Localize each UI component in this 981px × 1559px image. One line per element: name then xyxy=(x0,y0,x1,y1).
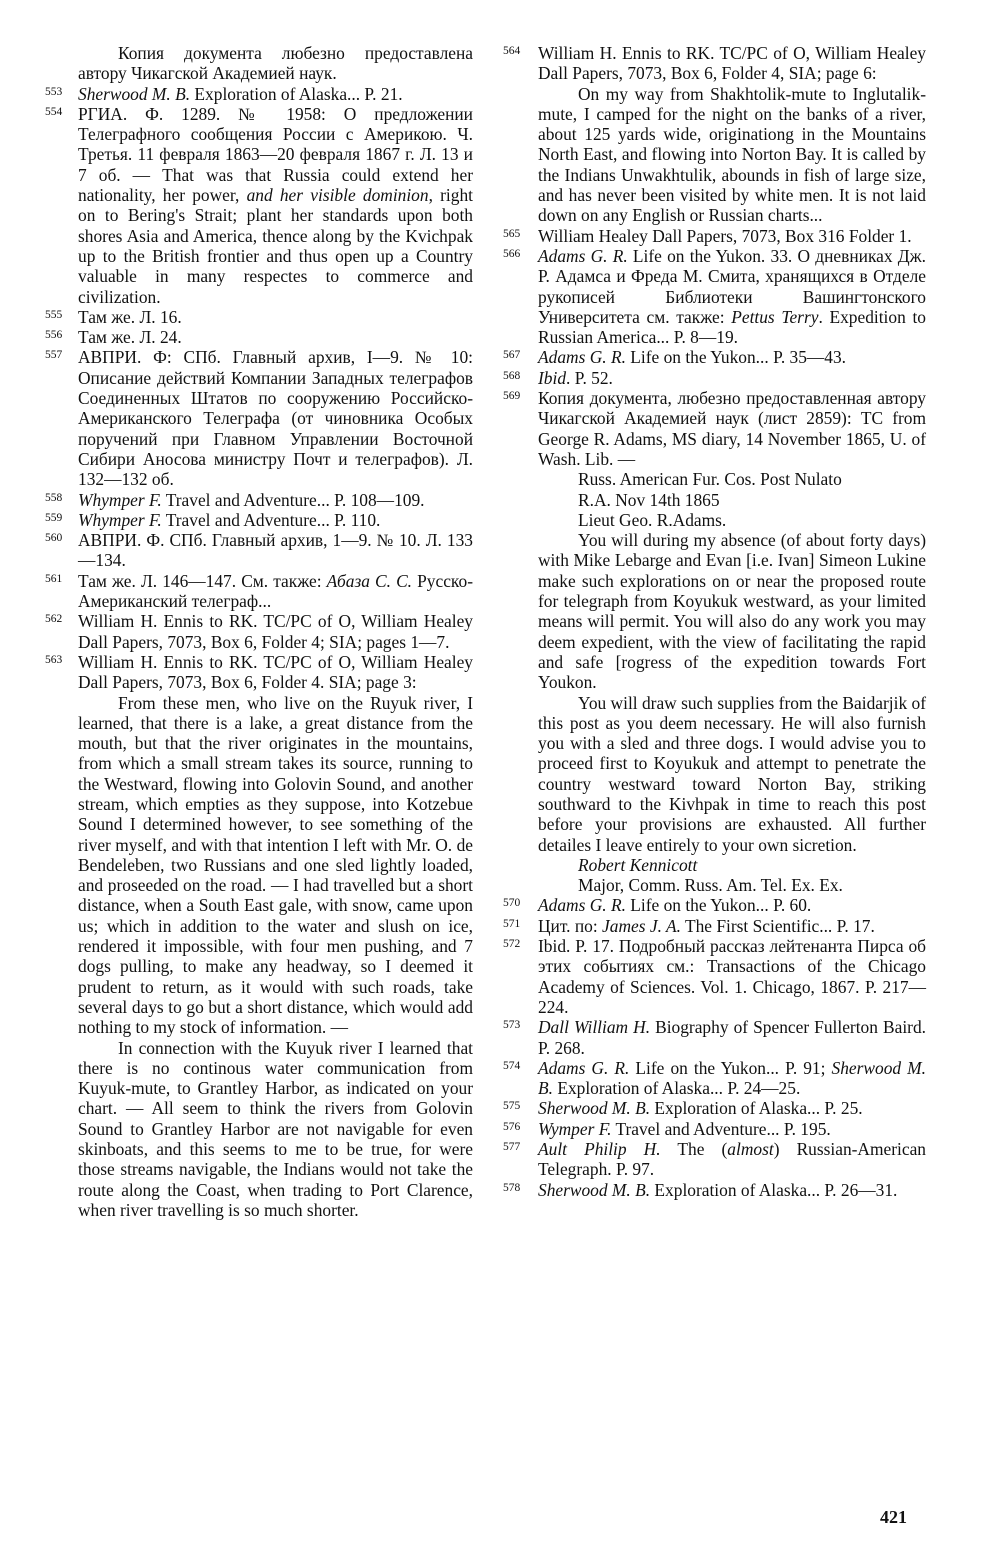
footnote-576: 576 Wymper F. Travel and Adventure... P. 195. xyxy=(503,1118,831,1139)
footnote-562: 562 William H. Ennis to RK. TC/PC of O, William Healey Dall Papers, 7073, Box 6, Folder 4; SIA; pages 1—7. xyxy=(45,611,473,652)
footnote-571: 571 Цит. по: James J. A. The First Scientific... P. 17. xyxy=(503,915,875,936)
footnote-number: 566 xyxy=(503,247,521,260)
footnote-553: 553 Sherwood M. B. Exploration of Alaska... P. 21. xyxy=(45,83,403,104)
footnote-number: 558 xyxy=(45,491,63,504)
letter-signature: Robert Kennicott xyxy=(578,854,698,875)
footnote-566: 566 Adams G. R. Life on the Yukon. 33. О дневниках Дж. Р. Адамса и Фреда М. Смита, хранящихся в Отделе рукописей Библиотеки Вашингтонского Университета см. также: Pettus Terry. Expedition to Russian America... P. 8—19. xyxy=(503,245,926,348)
footnote-558: 558 Whymper F. Travel and Adventure... P. 108—109. xyxy=(45,489,425,510)
footnote-author: Ibid xyxy=(538,367,567,388)
footnote-number: 564 xyxy=(503,45,521,57)
footnote-number: 568 xyxy=(503,369,521,382)
footnote-author: Whymper F. xyxy=(78,489,162,510)
footnote-570: 570 Adams G. R. Life on the Yukon... P. 60. xyxy=(503,895,812,916)
footnote-number: 576 xyxy=(503,1120,521,1133)
footnote-number: 577 xyxy=(503,1141,521,1154)
letter-signer-rank: Major, Comm. Russ. Am. Tel. Ex. Ex. xyxy=(578,875,843,896)
footnote-author: Sherwood M. B. xyxy=(538,1098,651,1119)
footnote-567: 567 Adams G. R. Life on the Yukon... P. 35—43. xyxy=(503,347,847,368)
footnote-author: Adams G. R. xyxy=(538,895,626,916)
footnote-557: 557 АВПРИ. Ф: СПб. Главный архив, I—9. № 10: Описание действий Компании Западных телеграфов Соединенных Штатов по сооружению Российско-Американского Телеграфа (от чиновника Особых поручений при Главном Управлении Восточной Сибири Аносова министру Почт и телеграфов). Л. 132—132 об. xyxy=(45,347,473,490)
footnote-564: 564 William H. Ennis to RK. TC/PC of O, William Healey Dall Papers, 7073, Box 6, Folder 4, SIA; page 6: xyxy=(503,43,926,84)
page-number: 421 xyxy=(880,1507,907,1527)
footnote-author: Dall William H. xyxy=(538,1017,651,1038)
footnote-number: 574 xyxy=(503,1059,521,1072)
left-column xyxy=(45,43,473,1220)
footnote-575: 575 Sherwood M. B. Exploration of Alaska... P. 25. xyxy=(503,1098,863,1119)
footnote-577: 577 Ault Philip H. The (almost) Russian-American Telegraph. P. 97. xyxy=(503,1139,926,1180)
footnote-556: 556 Там же. Л. 24. xyxy=(45,327,182,348)
footnote-number: 575 xyxy=(503,1100,521,1113)
footnote-number: 557 xyxy=(45,349,63,362)
footnote-author: Adams G. R. xyxy=(538,1057,630,1078)
letter-date-line: R.A. Nov 14th 1865 xyxy=(578,489,720,510)
footnote-number: 563 xyxy=(45,653,63,666)
footnote-author: Adams G. R. xyxy=(538,347,626,368)
footnote-author: Ault Philip H. xyxy=(538,1139,661,1160)
footnote-number: 570 xyxy=(503,897,521,910)
footnote-560: 560 АВПРИ. Ф. СПб. Главный архив, 1—9. № 10. Л. 133—134. xyxy=(45,530,473,571)
footnote-number: 554 xyxy=(45,105,63,118)
footnote-number: 555 xyxy=(45,308,63,321)
footnote-573: 573 Dall William H. Biography of Spencer Fullerton Baird. P. 268. xyxy=(503,1017,926,1058)
footnote-number: 556 xyxy=(45,329,63,342)
footnote-author: Sherwood M. B. xyxy=(538,1179,651,1200)
note-552-continuation: Копия документа любезно предоставлена автору Чикагской Академией наук. xyxy=(78,43,473,84)
footnote-number: 572 xyxy=(503,938,521,951)
footnote-561: 561 Там же. Л. 146—147. См. также: Абаза С. С. Русско-Американский телеграф... xyxy=(45,570,473,612)
footnote-number: 561 xyxy=(45,572,63,585)
footnote-572: 572 Ibid. P. 17. Подробный рассказ лейтенанта Пирса об этих событиях см.: Transactions of the Chicago Academy of Sciences. Vol. 1. Chicago, 1867. P. 217—224. xyxy=(503,936,926,1017)
quote-paragraph: From these men, who live on the Ruyuk river, I learned, that there is a lake, a great distance from the mouth, but that the river originates in the mountains, from which a small stream takes its source, running to the Westward, flowing into Golovin Sound, and another stream, which empties as they suppose, into Kotzebue Sound I determined however, to see something of the river myself, and with that intention I left with Mr. O. de Bendeleben, two Russians and one sled lightly loaded, and proseeded on the road. — I had travelled but a short distance, when a South East gale, with snow, came upon us; which in addition to the water and slush on ice, rendered it impossible, with four men pushing, and 7 dogs pulling, to make any headway, so I deemed it prudent to return, as it would with such roads, take several days to go but a short distance, which would add nothing to my stock of information. — xyxy=(78,692,473,1038)
footnote-569: 569 Копия документа, любезно предоставленная автору Чикагской Академией наук (лист 2859): TC from George R. Adams, MS diary, 14 November 1865, U. of Wash. Lib. — xyxy=(503,388,926,469)
footnote-568: 568 Ibid. P. 52. xyxy=(503,367,613,388)
footnote-563: 563 William H. Ennis to RK. TC/PC of O, William Healey Dall Papers, 7073, Box 6, Folder 4. SIA; page 3: xyxy=(45,651,473,693)
footnote-number: 560 xyxy=(45,532,63,545)
footnote-number: 573 xyxy=(503,1019,521,1032)
footnote-number: 571 xyxy=(503,917,521,930)
letter-recipient-line: Lieut Geo. R.Adams. xyxy=(578,509,727,530)
footnote-559: 559 Whymper F. Travel and Adventure... P. 110. xyxy=(45,509,381,530)
footnote-number: 559 xyxy=(45,511,63,524)
right-column xyxy=(503,43,926,1200)
footnote-author: Whymper F. xyxy=(78,509,162,530)
letter-address-line: Russ. American Fur. Cos. Post Nulato xyxy=(578,469,842,490)
footnote-574: 574 Adams G. R. Life on the Yukon... P. 91; Sherwood M. B. Exploration of Alaska... P. 24—25. xyxy=(503,1057,926,1099)
footnote-number: 553 xyxy=(45,85,63,98)
letter-paragraph: You will during my absence (of about forty days) with Mike Lebarge and Evan [i.e. Ivan] Simeon Lukine make such explorations on or near the proposed route for telegraph from Koyukuk westward, as your limited means will permit. You will also do any work you may deem expedient, with the view of facilitating the rapid and safe [rogress of the expedition towards Fort Youkon. xyxy=(538,530,926,693)
footnote-author: Sherwood M. B. xyxy=(78,83,191,104)
footnote-author: Adams G. R. xyxy=(538,245,628,266)
footnote-565: 565 William Healey Dall Papers, 7073, Box 316 Folder 1. xyxy=(503,225,912,246)
footnote-number: 562 xyxy=(45,613,63,626)
footnote-555: 555 Там же. Л. 16. xyxy=(45,306,182,327)
quote-paragraph: In connection with the Kuyuk river I learned that there is no continous water communication from Kuyuk-mute, to Grantley Harbor, as indicated on your chart. — All seem to think the rivers from Golovin Sound to Grantley Harbor are not navigable for even skinboats, and this seems to me to be true, for were those streams navigable, the Indians would not take the route along the Coast, when trading to Port Clarence, when river travelling is so much shorter. xyxy=(78,1037,473,1220)
quote-paragraph: On my way from Shakhtolik-mute to Inglutalik-mute, I camped for the night on the banks of a river, about 125 yards wide, originationg in the Mountains North East, and flowing into Norton Bay. It is called by the Indians Unwakhtulik, abounds in fish of large size, and has never been visited by white men. It is not laid down on any English or Russian charts... xyxy=(538,83,926,226)
footnote-number: 569 xyxy=(503,390,521,403)
footnote-554: 554 РГИА. Ф. 1289. № 1958: О предложении Телеграфного сообщения России с Америкою. Ч. Третья. 11 февраля 1863—20 февраля 1867 г. Л. 13 и 7 об. — That was that Russia could extend her nationality, her power, and her visible dominion, right on to Bering's Strait; plant her standards upon both shores Asia and America, thence along by the Kvichpak up to the British frontier and thus open up a Country valuable in many respectes to commerce and civilization. xyxy=(45,103,473,307)
footnote-578: 578 Sherwood M. B. Exploration of Alaska... P. 26—31. xyxy=(503,1179,898,1200)
footnote-number: 578 xyxy=(503,1181,521,1194)
letter-paragraph: You will draw such supplies from the Baidarjik of this post as you deem necessary. He will also furnish you with a sled and three dogs. I would advise you to proceed first to Koyukuk and attempt to penetrate the country westward toward Norton Bay, striking southward to the Kivhpak in time to reach this post before your provisions are exhausted. All further detailes I leave entirely to your own sicretion. xyxy=(538,692,926,855)
footnote-number: 565 xyxy=(503,227,521,240)
footnote-author: Wymper F. xyxy=(538,1118,612,1139)
footnote-number: 567 xyxy=(503,349,521,362)
